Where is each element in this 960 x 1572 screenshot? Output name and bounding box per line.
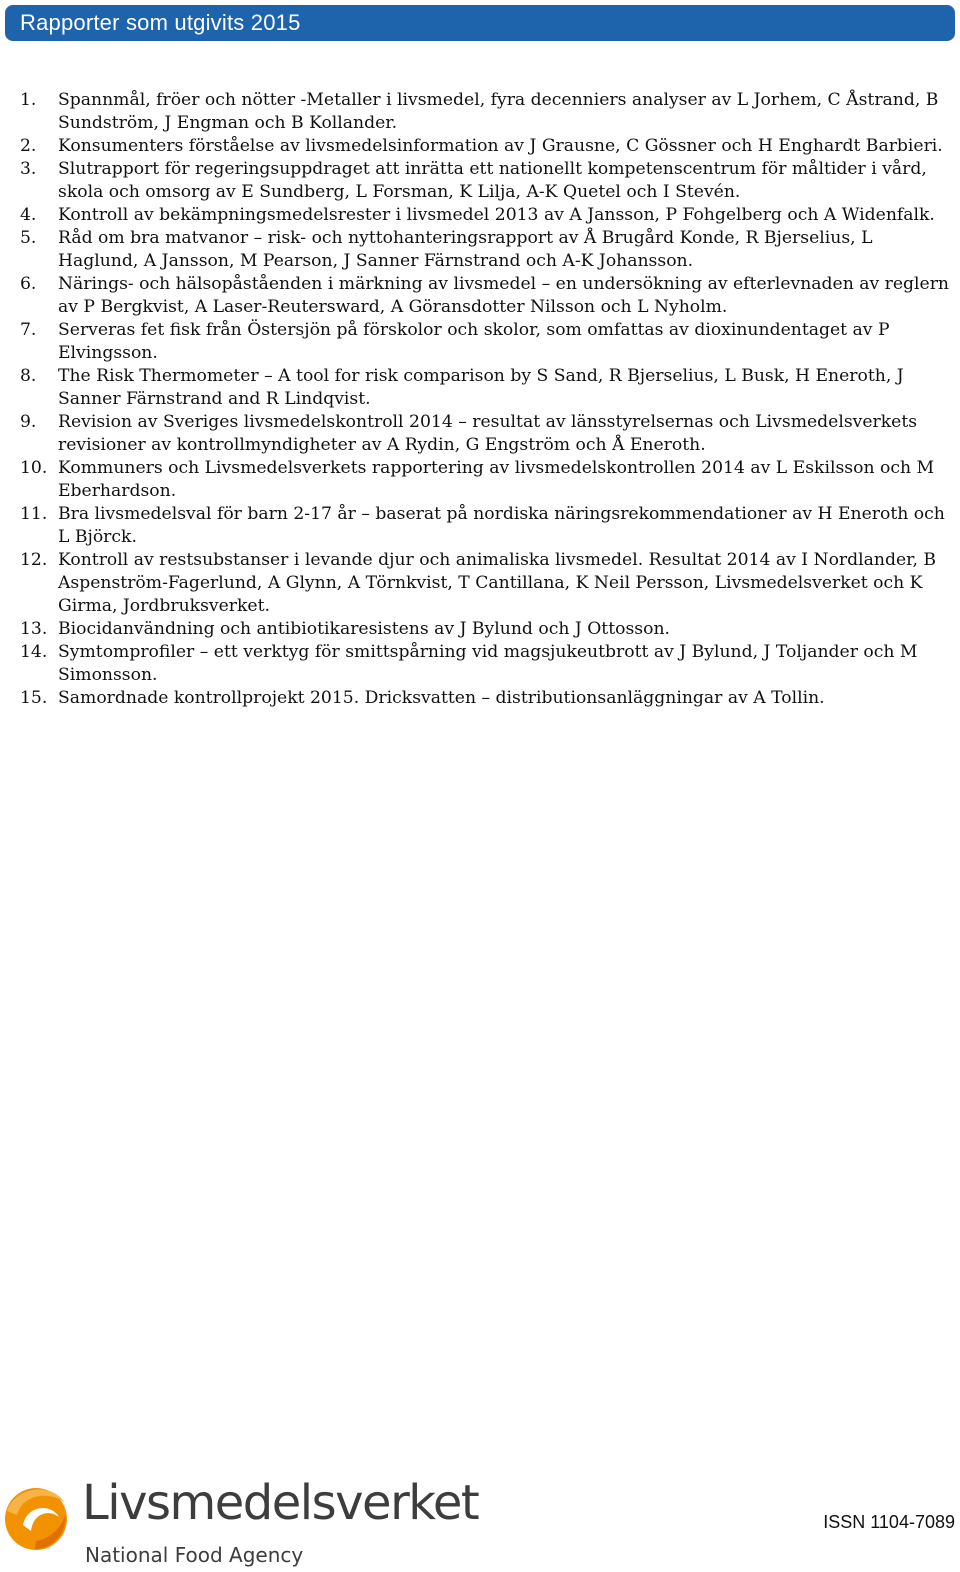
issn-number: ISSN 1104-7089 (823, 1512, 955, 1532)
report-title: Symtomprofiler – ett verktyg för smittspårning vid magsjukeutbrott av J Bylund, J Toljander och M Simonsson. (58, 642, 918, 685)
report-title: Slutrapport för regeringsuppdraget att inrätta ett nationellt kompetenscentrum för måltider i vård, skola och omsorg av E Sundberg, L Forsman, K Lilja, A-K Quetel och I Stevén. (58, 159, 927, 202)
report-number: 8. (20, 366, 37, 386)
report-item (20, 365, 950, 411)
report-item (20, 411, 950, 457)
report-number: 9. (20, 412, 37, 432)
report-item (20, 618, 950, 641)
report-number: 15. (20, 688, 48, 708)
report-item (20, 135, 950, 158)
logo-name: Livsmedelsverket (82, 1475, 479, 1531)
report-number: 1. (20, 90, 37, 110)
report-number: 7. (20, 320, 37, 340)
page-title: Rapporter som utgivits 2015 (20, 10, 301, 35)
report-item (20, 549, 950, 618)
report-number: 13. (20, 619, 48, 639)
report-number: 12. (20, 550, 48, 570)
report-item (20, 89, 950, 135)
report-title: Konsumenters förståelse av livsmedelsinformation av J Grausne, C Gössner och H Enghardt Barbieri. (58, 136, 943, 156)
report-item (20, 457, 950, 503)
report-number: 3. (20, 159, 37, 179)
report-number: 10. (20, 458, 48, 478)
footer-logo (3, 1475, 479, 1572)
report-item (20, 319, 950, 365)
report-item (20, 158, 950, 204)
report-number: 4. (20, 205, 37, 225)
report-number: 2. (20, 136, 37, 156)
report-number: 6. (20, 274, 37, 294)
report-title: Biocidanvändning och antibiotikaresistens av J Bylund och J Ottosson. (58, 619, 670, 639)
logo-subtitle: National Food Agency (85, 1543, 304, 1567)
report-item (20, 204, 950, 227)
report-title: Spannmål, fröer och nötter -Metaller i livsmedel, fyra decenniers analyser av L Jorhem, C Åstrand, B Sundström, J Engman och B Kollander. (58, 90, 939, 133)
report-item (20, 227, 950, 273)
header-bar (5, 5, 955, 41)
report-title: Råd om bra matvanor – risk- och nyttohanteringsrapport av Å Brugård Konde, R Bjerselius, L Haglund, A Jansson, M Pearson, J Sanner Färnstrand och A-K Johansson. (58, 228, 873, 271)
report-title: Revision av Sveriges livsmedelskontroll 2014 – resultat av länsstyrelsernas och Livsmedelsverkets revisioner av kontrollmyndigheter av A Rydin, G Engström och Å Eneroth. (58, 412, 918, 455)
report-title: Kontroll av restsubstanser i levande djur och animaliska livsmedel. Resultat 2014 av I Nordlander, B Aspenström-Fagerlund, A Glynn, A Törnkvist, T Cantillana, K Neil Persson, Livsmedelsverket och K Girma, Jordbruksverket. (58, 550, 937, 616)
report-item (20, 273, 950, 319)
report-title: Närings- och hälsopåståenden i märkning av livsmedel – en undersökning av efterlevnaden av reglern av P Bergkvist, A Laser-Reutersward, A Göransdotter Nilsson och L Nyholm. (58, 274, 949, 317)
report-title: The Risk Thermometer – A tool for risk comparison by S Sand, R Bjerselius, L Busk, H Eneroth, J Sanner Färnstrand and R Lindqvist. (58, 366, 904, 409)
report-title: Bra livsmedelsval för barn 2-17 år – baserat på nordiska näringsrekommendationer av H Eneroth och L Björck. (58, 504, 945, 547)
report-item (20, 503, 950, 549)
report-number: 14. (20, 642, 48, 662)
report-list (20, 89, 950, 710)
report-title: Serveras fet fisk från Östersjön på förskolor och skolor, som omfattas av dioxinundentaget av P Elvingsson. (58, 320, 890, 363)
report-number: 11. (20, 504, 48, 524)
report-number: 5. (20, 228, 37, 248)
orange-swirl-logo-icon (3, 1481, 73, 1557)
report-title: Kommuners och Livsmedelsverkets rapportering av livsmedelskontrollen 2014 av L Eskilsson och M Eberhardson. (58, 458, 935, 501)
report-title: Kontroll av bekämpningsmedelsrester i livsmedel 2013 av A Jansson, P Fohgelberg och A Widenfalk. (58, 205, 935, 225)
report-title: Samordnade kontrollprojekt 2015. Dricksvatten – distributionsanläggningar av A Tollin. (58, 688, 825, 708)
report-item (20, 641, 950, 687)
report-item (20, 687, 950, 710)
